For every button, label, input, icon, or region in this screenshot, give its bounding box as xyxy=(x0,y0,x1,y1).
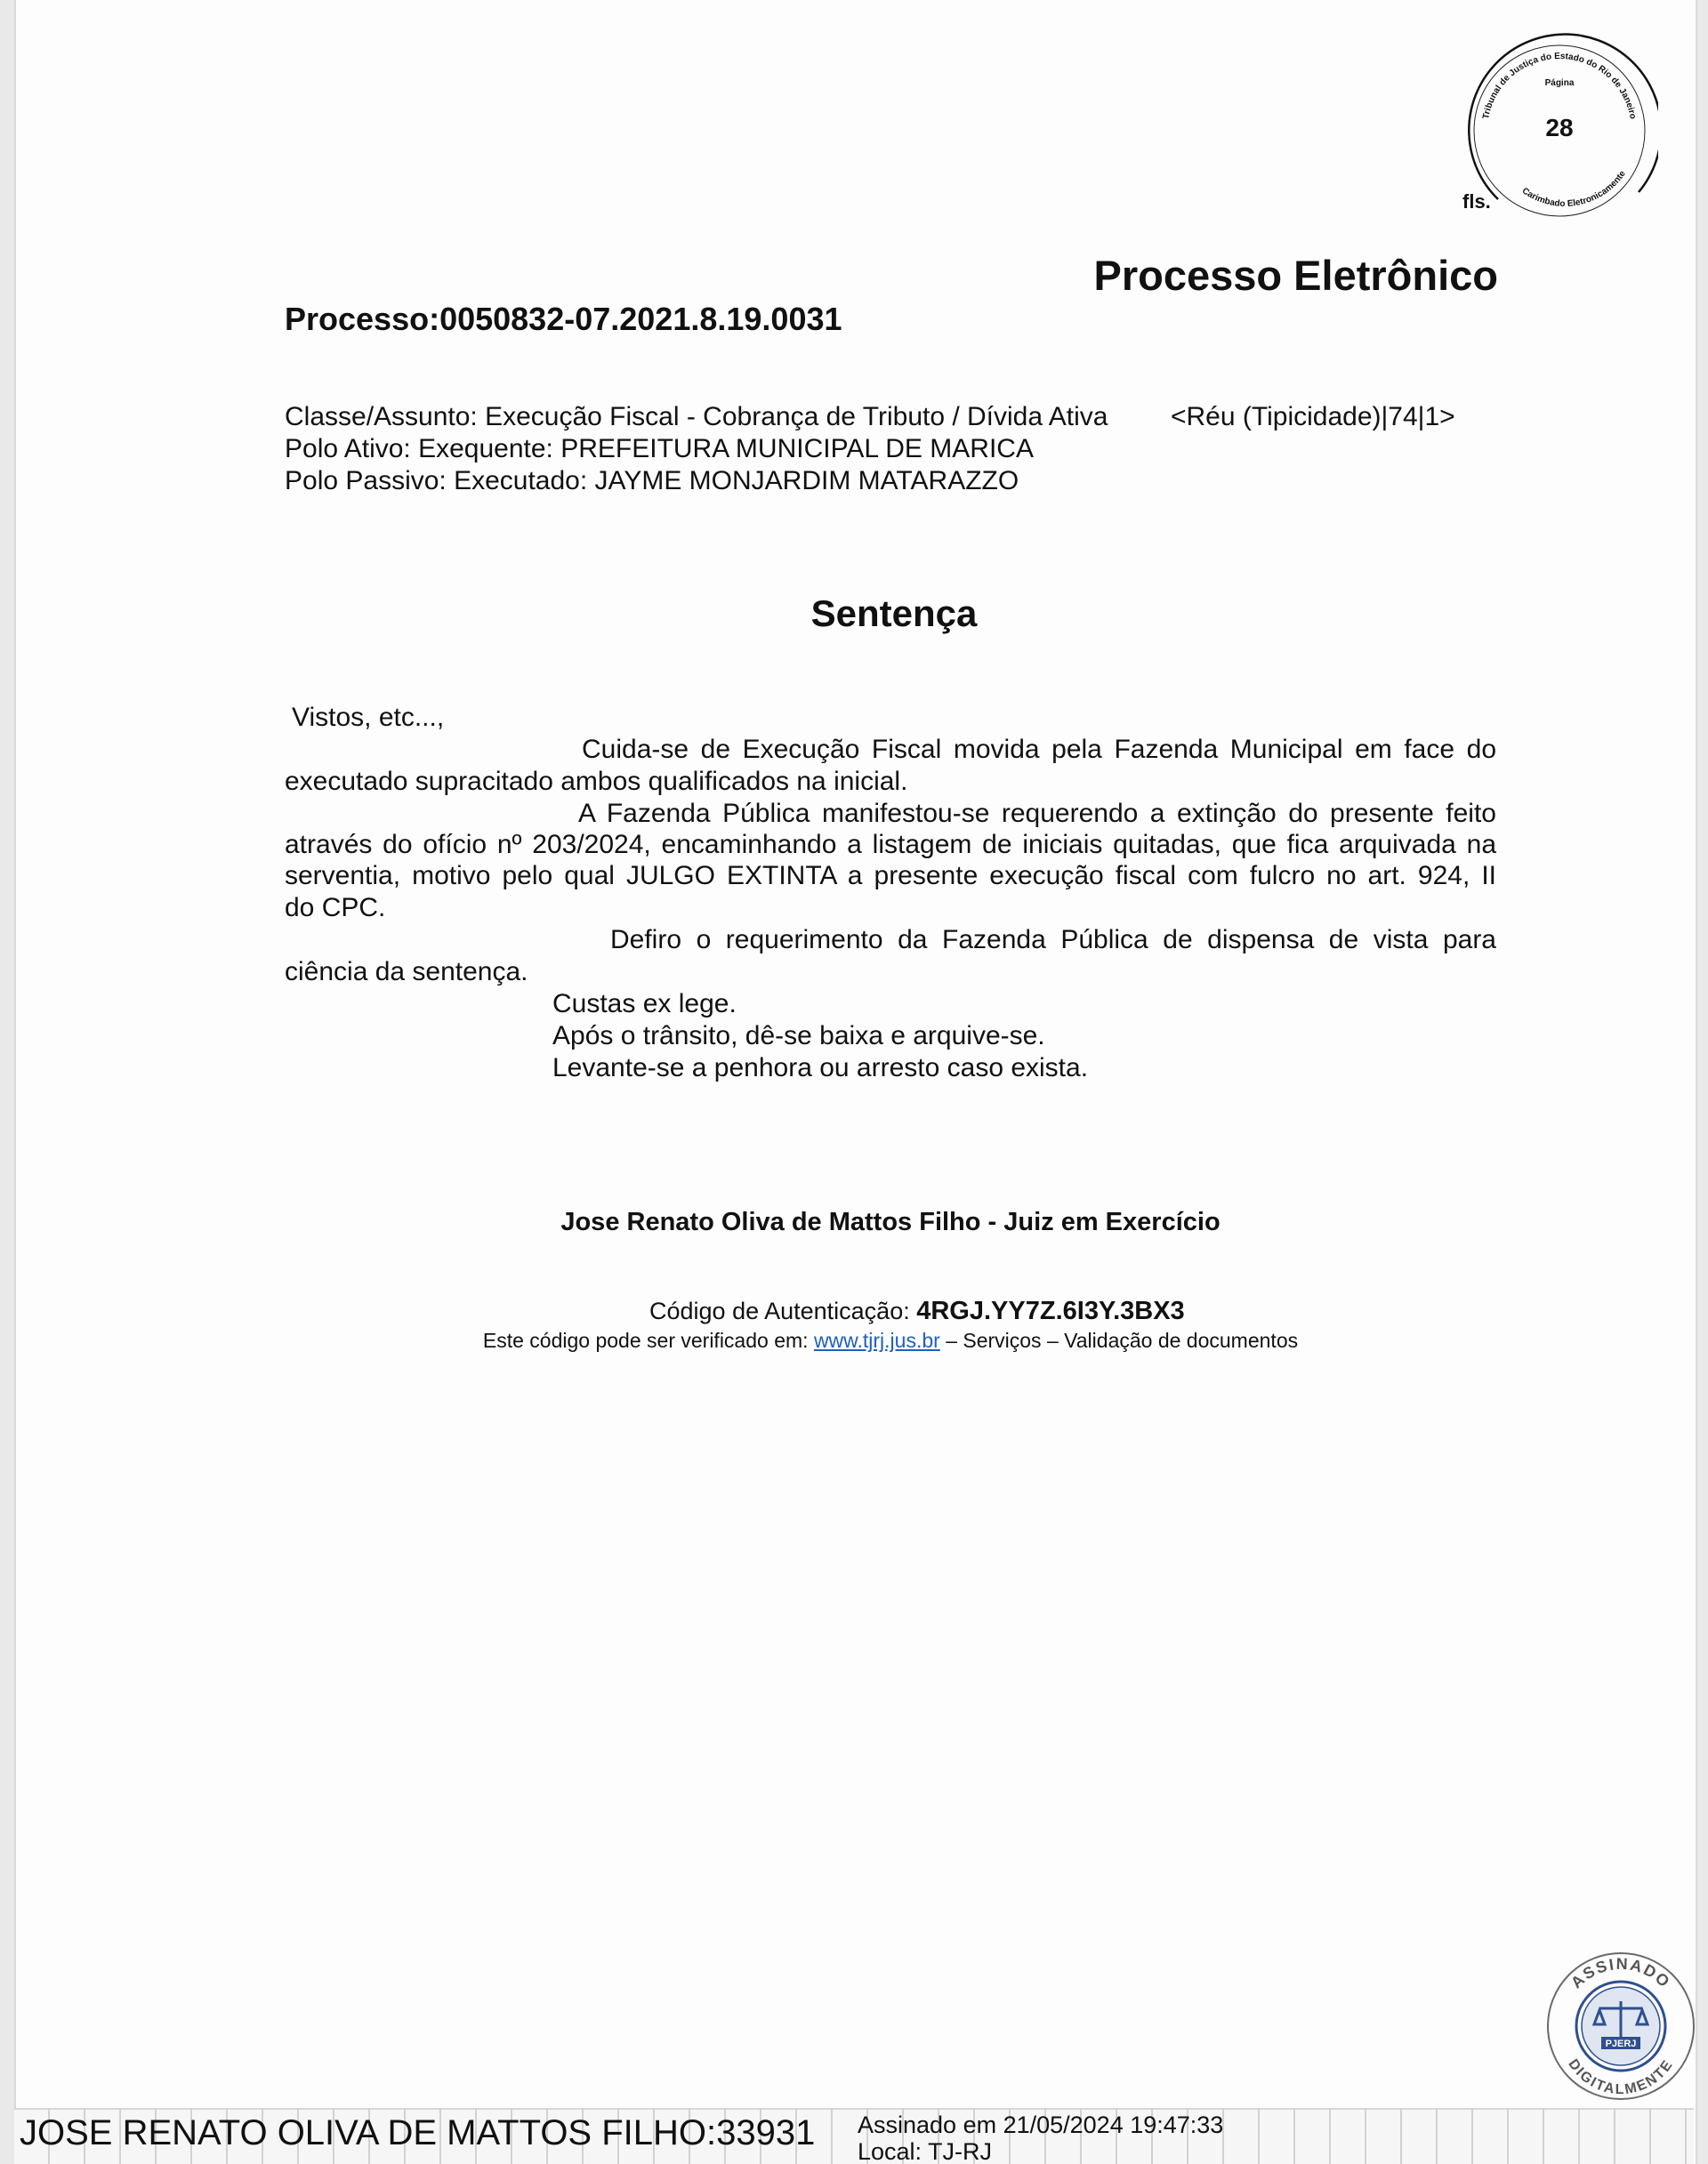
svg-text:Carimbado Eletronicamente xyxy=(1520,169,1628,209)
authentication-label: Código de Autenticação: xyxy=(649,1298,910,1324)
body-p3-line1: Defiro o requerimento da Fazenda Pública de dispensa de vista para xyxy=(610,925,1496,954)
meta-tag: <Réu (Tipicidade)|74|1> xyxy=(1171,402,1455,431)
body-p1-line2: executado supracitado ambos qualificados na inicial. xyxy=(285,767,908,796)
footer-signed-at: Assinado em 21/05/2024 19:47:33 xyxy=(858,2112,1224,2138)
body-greeting: Vistos, etc..., xyxy=(292,703,445,732)
body-p2-line3: serventia, motivo pelo qual JULGO EXTINTA a presente execução fiscal com fulcro no art. 924, II xyxy=(285,861,1496,890)
body-p6: Levante-se a penhora ou arresto caso exista. xyxy=(552,1053,1089,1082)
body-p2-line2: através do ofício nº 203/2024, encaminhando a listagem de iniciais quitadas, que fica arquivada na xyxy=(285,830,1496,859)
stamp-center-text: PJERJ xyxy=(1605,2039,1637,2049)
verification-prefix: Este código pode ser verificado em: xyxy=(482,1329,809,1352)
meta-classe-assunto: Classe/Assunto: Execução Fiscal - Cobrança de Tributo / Dívida Ativa xyxy=(285,402,1108,431)
verification-suffix: – Serviços – Validação de documentos xyxy=(946,1329,1299,1352)
meta-polo-ativo: Polo Ativo: Exequente: PREFEITURA MUNICIPAL DE MARICA xyxy=(285,434,1034,463)
footer-signed-info xyxy=(858,2112,1223,2164)
footer-location: Local: TJ-RJ xyxy=(858,2138,993,2164)
svg-text:ASSINADO xyxy=(1567,1955,1674,1991)
seal-ring-top: Tribunal de Justiça do Estado do Rio de Janeiro xyxy=(1481,51,1638,120)
footer-signer-id: JOSE RENATO OLIVA DE MATTOS FILHO:33931 xyxy=(20,2113,816,2152)
seal-page-label: Página xyxy=(1544,78,1575,88)
judge-signature: Jose Renato Oliva de Mattos Filho - Juiz em Exercício xyxy=(560,1208,1221,1236)
document-heading: Sentença xyxy=(810,592,978,634)
verification-link[interactable]: www.tjrj.jus.br xyxy=(813,1329,940,1352)
verification-line xyxy=(285,1329,1496,1353)
body-p5: Após o trânsito, dê-se baixa e arquive-se. xyxy=(552,1021,1045,1050)
body-p2-line4: do CPC. xyxy=(285,893,386,922)
seal-fls-label: fls. xyxy=(1462,190,1491,213)
meta-polo-passivo: Polo Passivo: Executado: JAYME MONJARDIM MATARAZZO xyxy=(285,466,1019,495)
digital-signature-stamp xyxy=(1543,1948,1699,2104)
body-p2-line1: A Fazenda Pública manifestou-se requerendo a extinção do presente feito xyxy=(578,799,1496,828)
seal-ring-bottom: Carimbado Eletronicamente xyxy=(1519,169,1628,209)
body-p3-line2: ciência da sentença. xyxy=(285,957,528,986)
seal-page-number: 28 xyxy=(1545,114,1574,141)
stamp-top-text: ASSINADO xyxy=(1567,1954,1675,1992)
body-p1-line1: Cuida-se de Execução Fiscal movida pela Fazenda Municipal em face do xyxy=(582,735,1496,764)
body-p4: Custas ex lege. xyxy=(552,989,737,1018)
authentication-code: 4RGJ.YY7Z.6I3Y.3BX3 xyxy=(916,1297,1185,1325)
document-type-title: Processo Eletrônico xyxy=(1093,252,1498,299)
stamp-bottom-text: DIGITALMENTE xyxy=(1565,2056,1677,2098)
case-number: Processo:0050832-07.2021.8.19.0031 xyxy=(285,301,842,337)
authentication-line xyxy=(649,1297,1185,1326)
